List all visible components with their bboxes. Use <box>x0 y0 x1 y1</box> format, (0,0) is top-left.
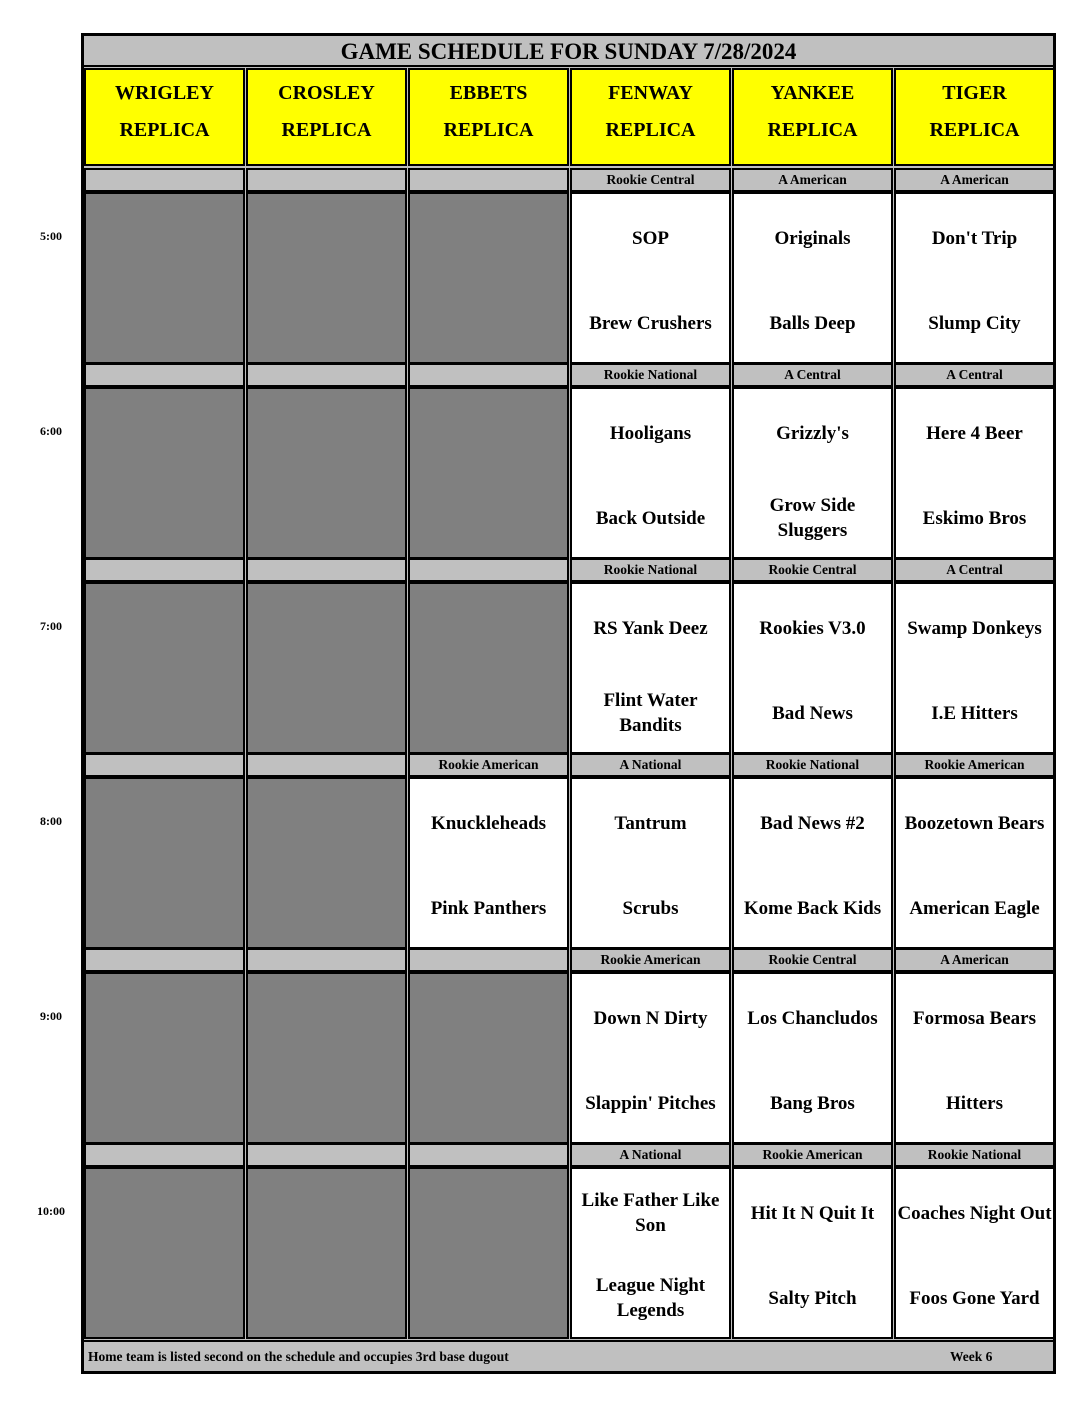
away-team: Hooligans <box>609 422 692 444</box>
game-cell <box>894 972 1055 1144</box>
game-cell <box>570 972 731 1144</box>
empty-field-cell <box>408 192 569 364</box>
game-cell <box>894 582 1055 754</box>
away-team: Originals <box>774 227 851 249</box>
division-label: A Central <box>894 558 1055 582</box>
away-team: Rookies V3.0 <box>759 617 866 639</box>
field-header-2 <box>408 68 569 166</box>
away-team: SOP <box>632 227 669 249</box>
week-label: Week 6 <box>950 1349 993 1364</box>
time-label: 6:00 <box>40 424 62 438</box>
home-team: Foos Gone Yard <box>909 1287 1040 1309</box>
game-cell <box>732 777 893 949</box>
division-label: A National <box>570 753 731 777</box>
division-label <box>246 753 407 777</box>
home-team: Slappin' Pitches <box>585 1092 716 1114</box>
empty-field-cell <box>246 972 407 1144</box>
away-team: Hit It N Quit It <box>750 1202 875 1224</box>
empty-field-cell <box>246 1167 407 1339</box>
division-label <box>84 1143 245 1167</box>
away-team: Don't Trip <box>931 227 1018 249</box>
division-label: Rookie Central <box>570 168 731 192</box>
division-label <box>408 1143 569 1167</box>
field-name: CROSLEY <box>278 82 375 104</box>
game-cell <box>570 192 731 364</box>
empty-field-cell <box>84 387 245 559</box>
home-team: Salty Pitch <box>768 1287 857 1309</box>
home-team: Kome Back Kids <box>743 897 882 919</box>
empty-field-cell <box>246 582 407 754</box>
game-cell <box>732 972 893 1144</box>
empty-field-cell <box>246 387 407 559</box>
schedule-footer <box>84 1340 1053 1371</box>
division-label <box>246 558 407 582</box>
time-label: 8:00 <box>40 814 62 828</box>
field-type: REPLICA <box>119 119 210 141</box>
game-cell <box>570 582 731 754</box>
game-cell <box>894 1167 1055 1339</box>
footer-note: Home team is listed second on the schedule and occupies 3rd base dugout <box>88 1349 509 1364</box>
field-name: TIGER <box>942 82 1007 104</box>
field-type: REPLICA <box>767 119 858 141</box>
away-team: Boozetown Bears <box>904 812 1045 834</box>
away-team: Swamp Donkeys <box>907 617 1042 639</box>
home-team: Eskimo Bros <box>922 507 1027 529</box>
time-label: 5:00 <box>40 229 62 243</box>
home-team: Brew Crushers <box>589 312 712 334</box>
away-team: RS Yank Deez <box>593 617 708 639</box>
away-team: Los Chancludos <box>747 1007 878 1029</box>
time-label: 7:00 <box>40 619 62 633</box>
game-cell <box>894 192 1055 364</box>
game-cell <box>894 387 1055 559</box>
game-cell <box>894 777 1055 949</box>
home-team: I.E Hitters <box>931 702 1018 724</box>
empty-field-cell <box>408 387 569 559</box>
field-name: FENWAY <box>608 82 693 104</box>
game-cell <box>732 582 893 754</box>
empty-field-cell <box>246 192 407 364</box>
home-team: Balls Deep <box>769 312 856 334</box>
empty-field-cell <box>408 972 569 1144</box>
division-label: Rookie Central <box>732 948 893 972</box>
division-label <box>84 363 245 387</box>
empty-field-cell <box>84 192 245 364</box>
division-label: A American <box>732 168 893 192</box>
division-label: Rookie American <box>732 1143 893 1167</box>
home-team: Back Outside <box>595 507 706 529</box>
home-team: Hitters <box>946 1092 1003 1114</box>
empty-field-cell <box>84 582 245 754</box>
empty-field-cell <box>84 972 245 1144</box>
division-label: Rookie Central <box>732 558 893 582</box>
empty-field-cell <box>84 1167 245 1339</box>
field-type: REPLICA <box>281 119 372 141</box>
division-label: Rookie National <box>894 1143 1055 1167</box>
division-label <box>408 948 569 972</box>
field-header-3 <box>570 68 731 166</box>
division-label: Rookie American <box>570 948 731 972</box>
field-type: REPLICA <box>443 119 534 141</box>
away-team: Down N Dirty <box>593 1007 708 1029</box>
division-label <box>408 363 569 387</box>
field-header-4 <box>732 68 893 166</box>
division-label: Rookie American <box>408 753 569 777</box>
field-header-5 <box>894 68 1055 166</box>
game-cell <box>570 1167 731 1339</box>
schedule-title: GAME SCHEDULE FOR SUNDAY 7/28/2024 <box>84 36 1053 67</box>
away-team: Bad News #2 <box>760 812 865 834</box>
game-cell <box>570 777 731 949</box>
home-team: Pink Panthers <box>430 897 547 919</box>
division-label: Rookie National <box>732 753 893 777</box>
home-team: Scrubs <box>622 897 679 919</box>
away-team: Like Father Like Son <box>581 1190 720 1236</box>
division-label <box>246 1143 407 1167</box>
home-team: Grow Side Sluggers <box>769 495 856 541</box>
home-team: League Night Legends <box>595 1275 706 1321</box>
division-label: A American <box>894 168 1055 192</box>
game-cell <box>732 387 893 559</box>
home-team: Bang Bros <box>770 1092 855 1114</box>
time-label: 10:00 <box>37 1204 65 1218</box>
field-name: EBBETS <box>449 82 528 104</box>
home-team: Flint Water Bandits <box>603 690 698 736</box>
home-team: Bad News <box>772 702 853 724</box>
empty-field-cell <box>408 1167 569 1339</box>
field-header-1 <box>246 68 407 166</box>
home-team: American Eagle <box>909 897 1040 919</box>
empty-field-cell <box>84 777 245 949</box>
game-cell <box>732 192 893 364</box>
division-label: A Central <box>732 363 893 387</box>
time-label: 9:00 <box>40 1009 62 1023</box>
division-label <box>408 168 569 192</box>
away-team: Here 4 Beer <box>926 422 1023 444</box>
division-label <box>408 558 569 582</box>
away-team: Grizzly's <box>776 422 849 444</box>
division-label: Rookie National <box>570 363 731 387</box>
division-label: A American <box>894 948 1055 972</box>
division-label <box>84 168 245 192</box>
game-cell <box>408 777 569 949</box>
empty-field-cell <box>408 582 569 754</box>
away-team: Coaches Night Out <box>897 1202 1052 1224</box>
away-team: Formosa Bears <box>913 1007 1036 1029</box>
field-name: YANKEE <box>770 82 855 104</box>
away-team: Knuckleheads <box>430 812 547 834</box>
field-name: WRIGLEY <box>115 82 214 104</box>
empty-field-cell <box>246 777 407 949</box>
field-type: REPLICA <box>605 119 696 141</box>
division-label <box>84 753 245 777</box>
division-label <box>84 948 245 972</box>
division-label: Rookie American <box>894 753 1055 777</box>
division-label <box>84 558 245 582</box>
division-label: A Central <box>894 363 1055 387</box>
game-cell <box>732 1167 893 1339</box>
division-label: Rookie National <box>570 558 731 582</box>
division-label <box>246 168 407 192</box>
away-team: Tantrum <box>614 812 687 834</box>
field-type: REPLICA <box>929 119 1020 141</box>
division-label: A National <box>570 1143 731 1167</box>
division-label <box>246 948 407 972</box>
field-header-0 <box>84 68 245 166</box>
game-cell <box>570 387 731 559</box>
division-label <box>246 363 407 387</box>
home-team: Slump City <box>928 312 1021 334</box>
